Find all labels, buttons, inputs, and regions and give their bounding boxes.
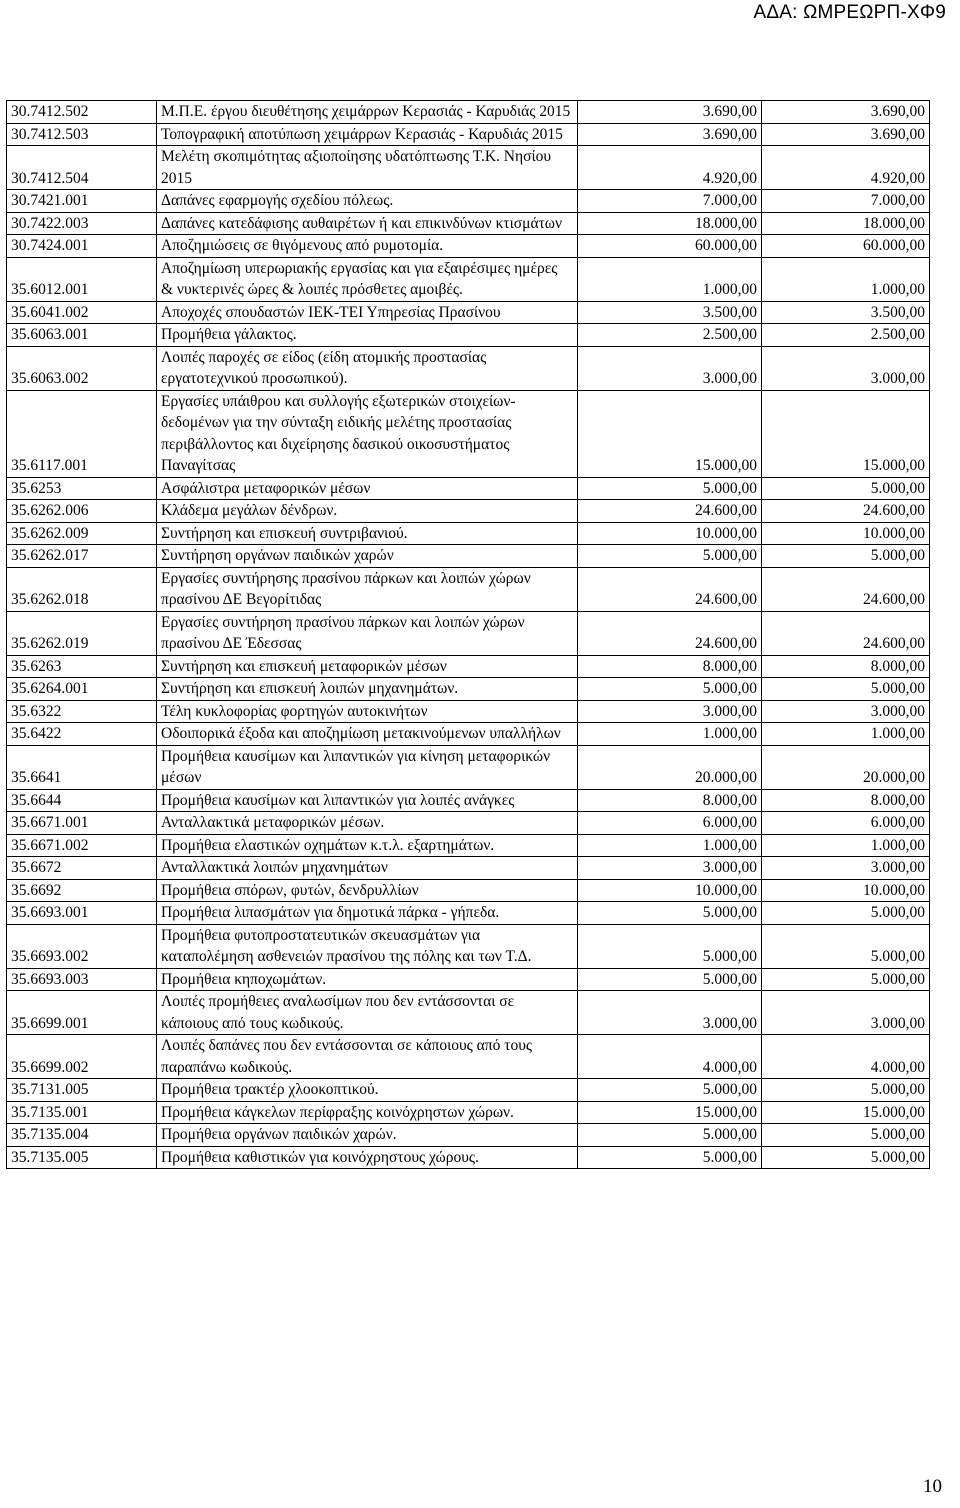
code-cell: 35.6693.002 xyxy=(7,924,157,968)
amount-cell: 3.000,00 xyxy=(578,346,762,390)
table-row xyxy=(7,745,930,789)
description-cell: Αποζημιώσεις σε θιγόμενους από ρυμοτομία. xyxy=(157,235,578,258)
description-cell: Λοιπές παροχές σε είδος (είδη ατομικής προστασίας εργατοτεχνικού προσωπικού). xyxy=(157,346,578,390)
description-cell: Προμήθεια κάγκελων περίφραξης κοινόχρηστων χώρων. xyxy=(157,1101,578,1124)
description-cell: Προμήθεια σπόρων, φυτών, δενδρυλλίων xyxy=(157,879,578,902)
budget-table-body xyxy=(7,101,930,1169)
amount-cell: 1.000,00 xyxy=(578,723,762,746)
description-cell: Λοιπές δαπάνες που δεν εντάσσονται σε κάποιους από τους παραπάνω κωδικούς. xyxy=(157,1035,578,1079)
code-cell: 35.6262.018 xyxy=(7,567,157,611)
description-cell: Εργασίες συντήρηση πρασίνου πάρκων και λοιπών χώρων πρασίνου ΔΕ Έδεσσας xyxy=(157,611,578,655)
code-cell: 35.6692 xyxy=(7,879,157,902)
amount-cell: 24.600,00 xyxy=(762,500,930,523)
amount-cell: 6.000,00 xyxy=(762,812,930,835)
description-cell: Προμήθεια καθιστικών για κοινόχρηστους χώρους. xyxy=(157,1146,578,1169)
table-row xyxy=(7,902,930,925)
table-row xyxy=(7,190,930,213)
amount-cell: 3.000,00 xyxy=(762,700,930,723)
code-cell: 35.6644 xyxy=(7,789,157,812)
amount-cell: 15.000,00 xyxy=(762,1101,930,1124)
table-row xyxy=(7,655,930,678)
description-cell: Προμήθεια τρακτέρ χλοοκοπτικού. xyxy=(157,1079,578,1102)
amount-cell: 5.000,00 xyxy=(762,477,930,500)
amount-cell: 5.000,00 xyxy=(578,678,762,701)
amount-cell: 4.920,00 xyxy=(578,146,762,190)
amount-cell: 60.000,00 xyxy=(762,235,930,258)
amount-cell: 3.690,00 xyxy=(762,101,930,124)
table-row xyxy=(7,1124,930,1147)
description-cell: Ανταλλακτικά λοιπών μηχανημάτων xyxy=(157,857,578,880)
description-cell: Λοιπές προμήθειες αναλωσίμων που δεν εντάσσονται σε κάποιους από τους κωδικούς. xyxy=(157,991,578,1035)
description-cell: Συντήρηση οργάνων παιδικών χαρών xyxy=(157,545,578,568)
amount-cell: 3.690,00 xyxy=(578,123,762,146)
code-cell: 35.6422 xyxy=(7,723,157,746)
amount-cell: 2.500,00 xyxy=(762,324,930,347)
description-cell: Προμήθεια ελαστικών οχημάτων κ.τ.λ. εξαρτημάτων. xyxy=(157,834,578,857)
description-cell: Ασφάλιστρα μεταφορικών μέσων xyxy=(157,477,578,500)
amount-cell: 1.000,00 xyxy=(578,257,762,301)
amount-cell: 5.000,00 xyxy=(578,1146,762,1169)
code-cell: 35.6693.003 xyxy=(7,968,157,991)
amount-cell: 5.000,00 xyxy=(578,924,762,968)
amount-cell: 24.600,00 xyxy=(578,567,762,611)
table-row xyxy=(7,522,930,545)
amount-cell: 5.000,00 xyxy=(578,902,762,925)
table-row xyxy=(7,611,930,655)
amount-cell: 24.600,00 xyxy=(762,611,930,655)
ada-code: ΑΔΑ: ΩΜΡΕΩΡΠ-ΧΦ9 xyxy=(753,2,946,23)
description-cell: Τοπογραφική αποτύπωση χειμάρρων Κερασιάς - Καρυδιάς 2015 xyxy=(157,123,578,146)
code-cell: 30.7412.503 xyxy=(7,123,157,146)
amount-cell: 18.000,00 xyxy=(762,212,930,235)
amount-cell: 3.000,00 xyxy=(578,700,762,723)
code-cell: 30.7412.502 xyxy=(7,101,157,124)
table-row xyxy=(7,1035,930,1079)
code-cell: 35.6262.017 xyxy=(7,545,157,568)
table-row xyxy=(7,477,930,500)
table-row xyxy=(7,1079,930,1102)
code-cell: 35.6041.002 xyxy=(7,301,157,324)
code-cell: 35.6262.006 xyxy=(7,500,157,523)
amount-cell: 3.000,00 xyxy=(578,857,762,880)
description-cell: Δαπάνες εφαρμογής σχεδίου πόλεως. xyxy=(157,190,578,213)
amount-cell: 8.000,00 xyxy=(762,789,930,812)
amount-cell: 5.000,00 xyxy=(578,1079,762,1102)
table-row xyxy=(7,1101,930,1124)
amount-cell: 24.600,00 xyxy=(578,611,762,655)
amount-cell: 20.000,00 xyxy=(578,745,762,789)
amount-cell: 5.000,00 xyxy=(578,477,762,500)
description-cell: Εργασίες υπάιθρου και συλλογής εξωτερικών στοιχείων-δεδομένων για την σύνταξη ειδικής μελέτης προστασίας περιβάλλοντος και διχείρησης δασικού οικοσυστήματος Παναγίτσας xyxy=(157,390,578,477)
amount-cell: 3.690,00 xyxy=(762,123,930,146)
amount-cell: 5.000,00 xyxy=(762,1146,930,1169)
amount-cell: 5.000,00 xyxy=(762,924,930,968)
amount-cell: 3.000,00 xyxy=(762,991,930,1035)
description-cell: Συντήρηση και επισκευή μεταφορικών μέσων xyxy=(157,655,578,678)
description-cell: Προμήθεια λιπασμάτων για δημοτικά πάρκα - γήπεδα. xyxy=(157,902,578,925)
code-cell: 35.7135.005 xyxy=(7,1146,157,1169)
table-row xyxy=(7,235,930,258)
code-cell: 35.6671.002 xyxy=(7,834,157,857)
code-cell: 35.6671.001 xyxy=(7,812,157,835)
code-cell: 35.6117.001 xyxy=(7,390,157,477)
code-cell: 35.6699.001 xyxy=(7,991,157,1035)
description-cell: Προμήθεια καυσίμων και λιπαντικών για λοιπές ανάγκες xyxy=(157,789,578,812)
amount-cell: 3.690,00 xyxy=(578,101,762,124)
description-cell: Αποζημίωση υπερωριακής εργασίας και για εξαιρέσιμες ημέρες & νυκτερινές ώρες & λοιπές πρόσθετες αμοιβές. xyxy=(157,257,578,301)
table-row xyxy=(7,723,930,746)
description-cell: Κλάδεμα μεγάλων δένδρων. xyxy=(157,500,578,523)
amount-cell: 4.000,00 xyxy=(762,1035,930,1079)
amount-cell: 1.000,00 xyxy=(762,257,930,301)
amount-cell: 5.000,00 xyxy=(762,968,930,991)
code-cell: 35.7135.001 xyxy=(7,1101,157,1124)
amount-cell: 4.000,00 xyxy=(578,1035,762,1079)
code-cell: 35.7135.004 xyxy=(7,1124,157,1147)
table-row xyxy=(7,390,930,477)
description-cell: Προμήθεια κηποχωμάτων. xyxy=(157,968,578,991)
table-row xyxy=(7,301,930,324)
amount-cell: 60.000,00 xyxy=(578,235,762,258)
code-cell: 35.6641 xyxy=(7,745,157,789)
description-cell: Αποχοχές σπουδαστών ΙΕΚ-ΤΕΙ Υπηρεσίας Πρασίνου xyxy=(157,301,578,324)
description-cell: Οδοιπορικά έξοδα και αποζημίωση μετακινούμενων υπαλλήλων xyxy=(157,723,578,746)
amount-cell: 5.000,00 xyxy=(762,902,930,925)
amount-cell: 1.000,00 xyxy=(762,723,930,746)
table-row xyxy=(7,212,930,235)
amount-cell: 3.000,00 xyxy=(762,857,930,880)
code-cell: 35.6322 xyxy=(7,700,157,723)
code-cell: 35.6253 xyxy=(7,477,157,500)
table-row xyxy=(7,500,930,523)
amount-cell: 1.000,00 xyxy=(762,834,930,857)
amount-cell: 18.000,00 xyxy=(578,212,762,235)
description-cell: Συντήρηση και επισκευή λοιπών μηχανημάτων. xyxy=(157,678,578,701)
table-row xyxy=(7,812,930,835)
description-cell: Μ.Π.Ε. έργου διευθέτησης χειμάρρων Κερασιάς - Καρυδιάς 2015 xyxy=(157,101,578,124)
page-number: 10 xyxy=(923,1476,942,1497)
table-row xyxy=(7,324,930,347)
table-row xyxy=(7,789,930,812)
description-cell: Προμήθεια φυτοπροστατευτικών σκευασμάτων για καταπολέμηση ασθενειών πρασίνου της πόλης και των Τ.Δ. xyxy=(157,924,578,968)
table-row xyxy=(7,924,930,968)
description-cell: Συντήρηση και επισκευή συντριβανιού. xyxy=(157,522,578,545)
amount-cell: 7.000,00 xyxy=(578,190,762,213)
description-cell: Εργασίες συντήρησης πρασίνου πάρκων και λοιπών χώρων πρασίνου ΔΕ Βεγορίτιδας xyxy=(157,567,578,611)
code-cell: 35.6063.002 xyxy=(7,346,157,390)
amount-cell: 8.000,00 xyxy=(578,655,762,678)
description-cell: Προμήθεια γάλακτος. xyxy=(157,324,578,347)
code-cell: 35.6263 xyxy=(7,655,157,678)
amount-cell: 10.000,00 xyxy=(578,879,762,902)
amount-cell: 15.000,00 xyxy=(578,1101,762,1124)
table-row xyxy=(7,879,930,902)
table-row xyxy=(7,257,930,301)
amount-cell: 2.500,00 xyxy=(578,324,762,347)
table-row xyxy=(7,545,930,568)
table-row xyxy=(7,857,930,880)
description-cell: Προμήθεια οργάνων παιδικών χαρών. xyxy=(157,1124,578,1147)
table-row xyxy=(7,968,930,991)
amount-cell: 3.500,00 xyxy=(578,301,762,324)
amount-cell: 24.600,00 xyxy=(578,500,762,523)
table-row xyxy=(7,700,930,723)
code-cell: 30.7412.504 xyxy=(7,146,157,190)
amount-cell: 3.000,00 xyxy=(578,991,762,1035)
amount-cell: 4.920,00 xyxy=(762,146,930,190)
table-row xyxy=(7,567,930,611)
amount-cell: 20.000,00 xyxy=(762,745,930,789)
amount-cell: 3.500,00 xyxy=(762,301,930,324)
amount-cell: 15.000,00 xyxy=(762,390,930,477)
amount-cell: 10.000,00 xyxy=(762,879,930,902)
code-cell: 35.6699.002 xyxy=(7,1035,157,1079)
amount-cell: 5.000,00 xyxy=(762,678,930,701)
amount-cell: 5.000,00 xyxy=(762,545,930,568)
table-row xyxy=(7,346,930,390)
table-row xyxy=(7,678,930,701)
code-cell: 35.7131.005 xyxy=(7,1079,157,1102)
budget-table xyxy=(6,100,930,1169)
amount-cell: 7.000,00 xyxy=(762,190,930,213)
amount-cell: 15.000,00 xyxy=(578,390,762,477)
code-cell: 35.6672 xyxy=(7,857,157,880)
description-cell: Δαπάνες κατεδάφισης αυθαιρέτων ή και επικινδύνων κτισμάτων xyxy=(157,212,578,235)
code-cell: 30.7424.001 xyxy=(7,235,157,258)
code-cell: 30.7421.001 xyxy=(7,190,157,213)
amount-cell: 3.000,00 xyxy=(762,346,930,390)
code-cell: 30.7422.003 xyxy=(7,212,157,235)
amount-cell: 5.000,00 xyxy=(578,545,762,568)
description-cell: Ανταλλακτικά μεταφορικών μέσων. xyxy=(157,812,578,835)
amount-cell: 10.000,00 xyxy=(762,522,930,545)
amount-cell: 5.000,00 xyxy=(578,1124,762,1147)
amount-cell: 8.000,00 xyxy=(578,789,762,812)
code-cell: 35.6262.019 xyxy=(7,611,157,655)
amount-cell: 24.600,00 xyxy=(762,567,930,611)
description-cell: Προμήθεια καυσίμων και λιπαντικών για κίνηση μεταφορικών μέσων xyxy=(157,745,578,789)
code-cell: 35.6693.001 xyxy=(7,902,157,925)
table-row xyxy=(7,146,930,190)
description-cell: Τέλη κυκλοφορίας φορτηγών αυτοκινήτων xyxy=(157,700,578,723)
amount-cell: 5.000,00 xyxy=(762,1124,930,1147)
amount-cell: 6.000,00 xyxy=(578,812,762,835)
amount-cell: 8.000,00 xyxy=(762,655,930,678)
code-cell: 35.6063.001 xyxy=(7,324,157,347)
description-cell: Μελέτη σκοπιμότητας αξιοποίησης υδατόπτωσης Τ.Κ. Νησίου 2015 xyxy=(157,146,578,190)
amount-cell: 10.000,00 xyxy=(578,522,762,545)
amount-cell: 5.000,00 xyxy=(578,968,762,991)
table-row xyxy=(7,991,930,1035)
amount-cell: 5.000,00 xyxy=(762,1079,930,1102)
code-cell: 35.6012.001 xyxy=(7,257,157,301)
table-row xyxy=(7,834,930,857)
code-cell: 35.6264.001 xyxy=(7,678,157,701)
amount-cell: 1.000,00 xyxy=(578,834,762,857)
table-row xyxy=(7,123,930,146)
table-row xyxy=(7,1146,930,1169)
code-cell: 35.6262.009 xyxy=(7,522,157,545)
table-row xyxy=(7,101,930,124)
